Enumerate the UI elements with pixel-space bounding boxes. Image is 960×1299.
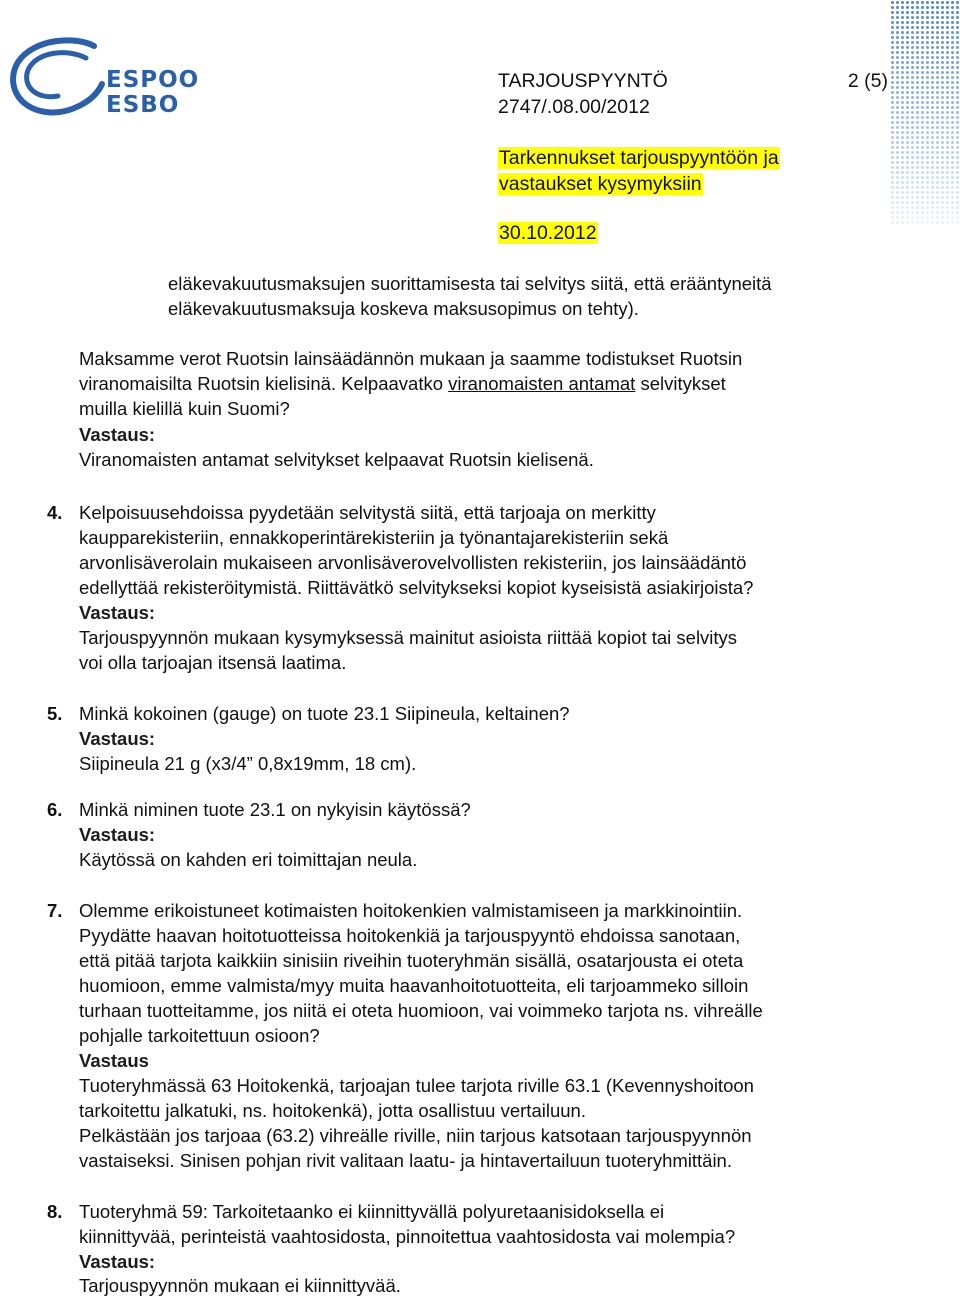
date-highlight: 30.10.2012: [499, 222, 597, 244]
answer-label: Vastaus:: [79, 424, 156, 445]
subtitle-line-2: [498, 171, 703, 197]
question-4-line-1: Kelpoisuusehdoissa pyydetään selvitystä siitä, että tarjoaja on merkitty: [79, 502, 656, 523]
page-number: 2 (5): [847, 70, 888, 92]
sweden-question-line-1: Maksamme verot Ruotsin lainsäädännön mukaan ja saamme todistukset Ruotsin: [79, 348, 743, 369]
question-7-answer-label: Vastaus: [79, 1050, 149, 1071]
sweden-answer: Viranomaisten antamat selvitykset kelpaavat Ruotsin kielisenä.: [79, 449, 594, 470]
question-6-answer-line-1: Käytössä on kahden eri toimittajan neula.: [79, 849, 418, 870]
question-7-line-6: pohjalle tarkoitettuun osioon?: [79, 1025, 320, 1046]
question-4-answer-line-2: voi olla tarjoajan itsensä laatima.: [79, 652, 347, 673]
sweden-question-line-2-start: viranomaisilta Ruotsin kielisinä. Kelpaavatko: [79, 373, 449, 394]
question-4-line-3: arvonlisäverolain mukaiseen arvonlisäverovelvollisten rekisteriin, jos lainsäädäntö: [79, 552, 747, 573]
question-5-line-1: Minkä kokoinen (gauge) on tuote 23.1 Siipineula, keltainen?: [79, 703, 570, 724]
sweden-question-line-3: muilla kielillä kuin Suomi?: [79, 398, 290, 419]
question-7-line-2: Pyydätte haavan hoitotuotteissa hoitokenkiä ja tarjouspyyntö ehdoissa sanotaan,: [79, 925, 741, 946]
question-4-answer-line-1: Tarjouspyynnön mukaan kysymyksessä mainitut asioista riittää kopiot tai selvitys: [79, 627, 738, 648]
question-7-answer-line-4: vastaiseksi. Sinisen pohjan rivit valitaan laatu- ja hintavertailuun tuoteryhmittäin.: [79, 1150, 732, 1171]
logo-text-esbo: ESBO: [106, 92, 180, 118]
question-8-answer-label: Vastaus:: [79, 1251, 156, 1272]
question-6-number: 6.: [47, 799, 63, 820]
question-7-line-4: huomioon, emme valmista/myy muita haavanhoitotuotteita, eli tarjoammeko silloin: [79, 975, 749, 996]
question-6-line-1: Minkä niminen tuote 23.1 on nykyisin käytössä?: [79, 799, 471, 820]
question-4-answer-label: Vastaus:: [79, 602, 156, 623]
question-7-line-1: Olemme erikoistuneet kotimaisten hoitokenkien valmistamiseen ja markkinointiin.: [79, 900, 743, 921]
question-5-answer-label: Vastaus:: [79, 728, 156, 749]
question-7-line-3: että pitää tarjota kaikkiin sinisiin riveihin tuoteryhmän sisällä, osatarjousta ei oteta: [79, 950, 744, 971]
question-7-answer-line-2: tarkoitettu jalkatuki, ns. hoitokenkä), jotta osallistuu vertailuun.: [79, 1100, 586, 1121]
subtitle-line-1: [498, 145, 780, 171]
question-8-line-1: Tuoteryhmä 59: Tarkoitetaanko ei kiinnittyvällä polyuretaanisidoksella ei: [79, 1201, 665, 1222]
subtitle-highlight-2: vastaukset kysymyksiin: [499, 173, 702, 195]
question-8-answer-line-1: Tarjouspyynnön mukaan ei kiinnittyvää.: [79, 1275, 401, 1296]
decorative-dot-pattern: [890, 0, 960, 225]
question-7-answer-line-3: Pelkästään jos tarjoaa (63.2) vihreälle riville, niin tarjous katsotaan tarjouspyynnön: [79, 1125, 752, 1146]
question-7-line-5: turhaan tuotteitamme, jos niitä ei oteta huomioon, vai voimmeko tarjota ns. vihreälle: [79, 1000, 763, 1021]
question-4-line-2: kaupparekisteriin, ennakkoperintärekisteriin ja työnantajarekisteriin sekä: [79, 527, 669, 548]
question-5-answer-line-1: Siipineula 21 g (x3/4” 0,8x19mm, 18 cm).: [79, 753, 417, 774]
question-7-number: 7.: [47, 900, 63, 921]
reference-number: 2747/.08.00/2012: [498, 96, 650, 118]
continued-line-2: eläkevakuutusmaksuja koskeva maksusopimus on tehty).: [168, 298, 639, 319]
document-title: TARJOUSPYYNTÖ: [498, 70, 668, 92]
logo-text-espoo: ESPOO: [106, 67, 200, 93]
subtitle-highlight-1: Tarkennukset tarjouspyyntöön ja: [499, 147, 779, 169]
sweden-question-line-2-end: selvitykset: [635, 373, 726, 394]
sweden-question-line-2: [79, 371, 726, 396]
question-8-line-2: kiinnittyvää, perinteistä vaahtosidosta, pinnoitettua vaahtosidosta vai molempia?: [79, 1226, 736, 1247]
document-date: [498, 220, 598, 246]
question-7-answer-line-1: Tuoteryhmässä 63 Hoitokenkä, tarjoajan tulee tarjota riville 63.1 (Kevennyshoitoon: [79, 1075, 754, 1096]
continued-line-1: eläkevakuutusmaksujen suorittamisesta tai selvitys siitä, että erääntyneitä: [168, 273, 772, 294]
question-4-number: 4.: [47, 502, 63, 523]
question-5-number: 5.: [47, 703, 63, 724]
question-6-answer-label: Vastaus:: [79, 824, 156, 845]
question-4-line-4: edellyttää rekisteröitymistä. Riittävätkö selvitykseksi kopiot kyseisistä asiakirjoista?: [79, 577, 754, 598]
underlined-text: viranomaisten antamat: [448, 373, 636, 394]
question-8-number: 8.: [47, 1201, 63, 1222]
